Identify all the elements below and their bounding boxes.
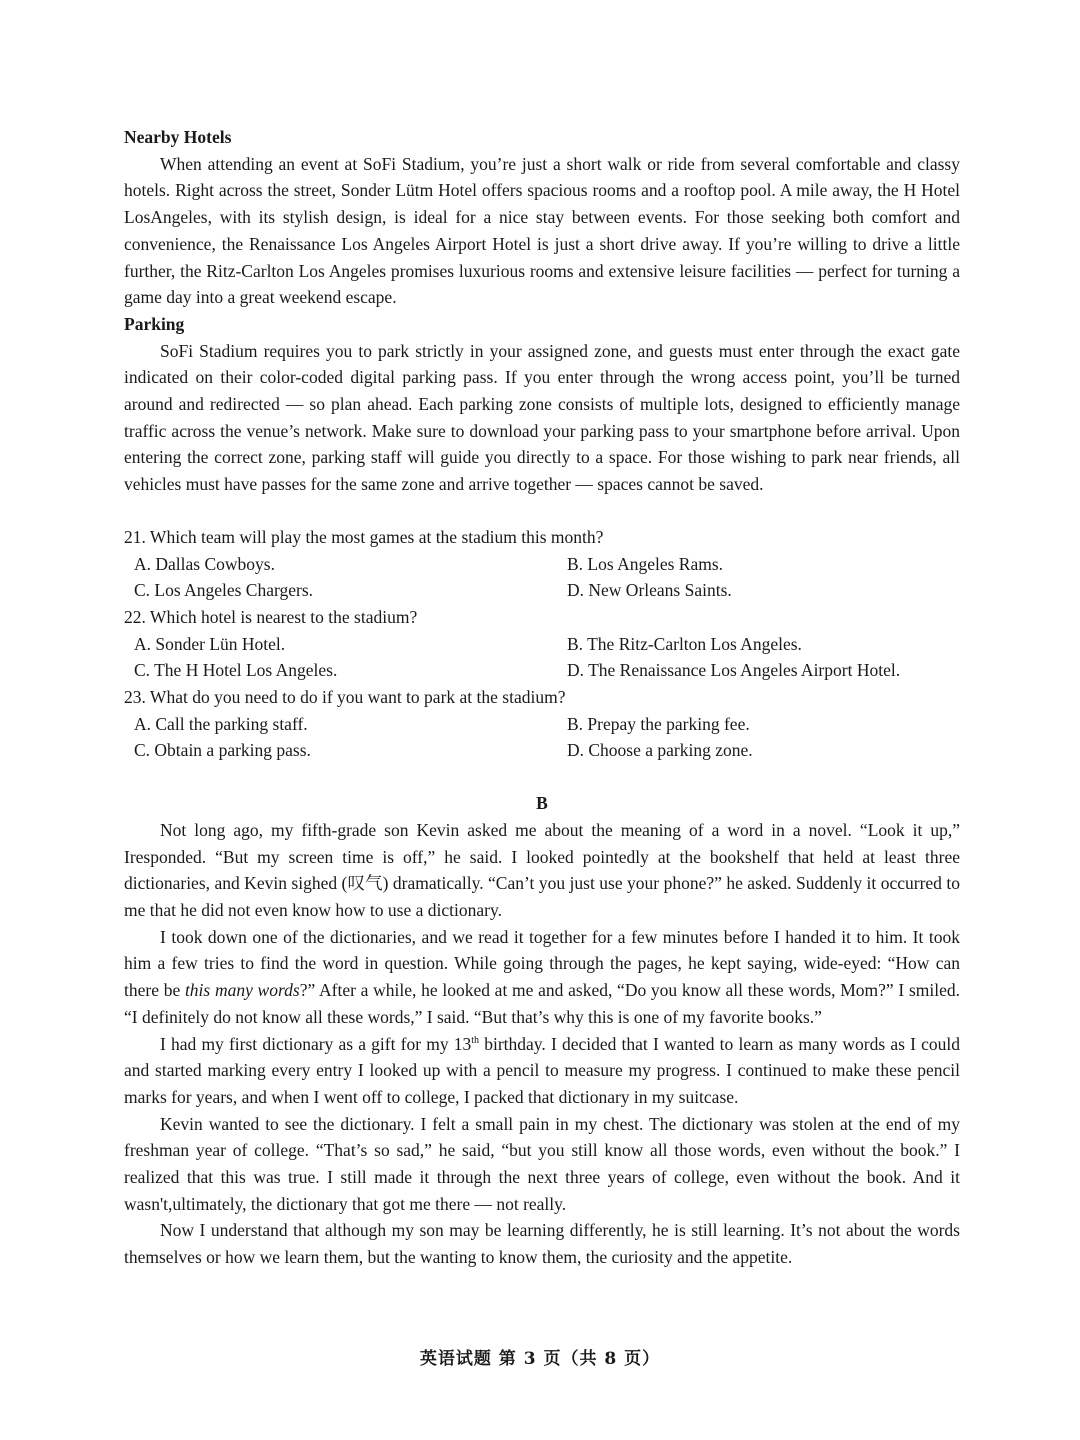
parking-paragraph: SoFi Stadium requires you to park strictly in your assigned zone, and guests must enter through the exact gate indicated on their color-coded digital parking pass. If you enter through the wrong access point, you’ll be turned around and redirected — so plan ahead. Each parking zone consists of multiple lots, designed to efficiently manage traffic across the venue’s network. Make sure to download your parking pass to your smartphone before arrival. Upon entering the correct zone, parking staff will guide you directly to a space. For those wishing to park near friends, all vehicles must have passes for the same zone and arrive together — spaces cannot be saved. xyxy=(124,340,960,495)
option-d: D. New Orleans Saints. xyxy=(567,580,732,601)
hotels-heading: Nearby Hotels xyxy=(124,127,232,147)
passage-b-paragraph-4: Kevin wanted to see the dictionary. I felt a small pain in my chest. The dictionary was stolen at the end of my freshman year of college. “That’s so sad,” he said, “but you still know all those words, even without the book.” I realized that this was true. I still made it through the next three years of college, even without the book. And it wasn't,ultimately, the dictionary that got me there — not really. xyxy=(124,1113,960,1214)
section-b-label: B xyxy=(536,793,548,814)
option-a: A. Sonder Lün Hotel. xyxy=(134,633,286,654)
paragraph-text: I had my first dictionary as a gift for my 13 xyxy=(160,1033,472,1054)
hotels-paragraph: When attending an event at SoFi Stadium, you’re just a short walk or ride from several comfortable and classy hotels. Right across the street, Sonder Lütm Hotel offers spacious rooms and a rooftop pool. A mile away, the H Hotel LosAngeles, with its stylish design, is ideal for a nice stay between events. For those seeking both comfort and convenience, the Renaissance Los Angeles Airport Hotel is just a short drive away. If you’re willing to drive a little further, the Ritz-Carlton Los Angeles promises luxurious rooms and extensive leisure facilities — perfect for turning a game day into a great weekend escape. xyxy=(124,153,960,308)
option-a: A. Dallas Cowboys. xyxy=(134,553,275,574)
option-b: B. Prepay the parking fee. xyxy=(567,713,750,734)
option-c: C. Los Angeles Chargers. xyxy=(134,580,314,601)
spacer xyxy=(124,498,960,524)
option-a: A. Call the parking staff. xyxy=(134,713,308,734)
page-content xyxy=(124,124,960,1271)
option-b: B. Los Angeles Rams. xyxy=(567,553,724,574)
parking-heading: Parking xyxy=(124,313,185,334)
passage-b-paragraph-2 xyxy=(124,924,960,1031)
spacer xyxy=(124,764,960,790)
page-footer: 英语试题 第 3 页（共 8 页） xyxy=(419,1349,661,1369)
answer-options xyxy=(124,631,960,684)
passage-b-paragraph-3 xyxy=(124,1031,960,1111)
question-stem: 21. Which team will play the most games at the stadium this month? xyxy=(124,526,604,547)
paragraph-text: birthday. I decided that I wanted to learn as many words as I could and started marking every entry I looked up with a pencil to measure my progress. I continued to make these pencil marks for years, and when I went off to college, I packed that dictionary in my suitcase. xyxy=(124,1033,960,1107)
passage-b-paragraph-1: Not long ago, my fifth-grade son Kevin asked me about the meaning of a word in a novel. “Look it up,” Iresponded. “But my screen time is off,” he said. I looked pointedly at the bookshelf that held at least three dictionaries, and Kevin sighed (叹气) dramatically. “Can’t you just use your phone?” he asked. Suddenly it occurred to me that he did not even know how to use a dictionary. xyxy=(124,819,960,920)
option-c: C. Obtain a parking pass. xyxy=(134,740,311,761)
emphasized-text: this many words xyxy=(184,980,300,1001)
question-stem: 23. What do you need to do if you want to park at the stadium? xyxy=(124,687,566,708)
ordinal-suffix: th xyxy=(471,1034,480,1046)
answer-options xyxy=(124,551,960,604)
passage-b-paragraph-5: Now I understand that although my son may be learning differently, he is still learning. It’s not about the words themselves or how we learn them, but the wanting to know them, the curiosity and the appetite. xyxy=(124,1220,960,1268)
question-21 xyxy=(124,524,960,604)
option-d: D. Choose a parking zone. xyxy=(567,740,753,761)
paragraph-text: ?” After a while, he looked at me and asked, “Do you know all these words, Mom?” I smiled. “I definitely do not know all these words,” I said. “But that’s why this is one of my favorite books.” xyxy=(124,980,961,1027)
question-22 xyxy=(124,604,960,684)
question-stem: 22. Which hotel is nearest to the stadium? xyxy=(124,606,418,627)
answer-options xyxy=(124,711,960,764)
option-c: C. The H Hotel Los Angeles. xyxy=(134,660,338,681)
paragraph-text: I took down one of the dictionaries, and we read it together for a few minutes before I handed it to him. It took him a few tries to find the word in question. While going through the pages, he kept saying, wide-eyed: “How can there be xyxy=(124,926,960,1001)
option-d: D. The Renaissance Los Angeles Airport Hotel. xyxy=(567,660,901,681)
question-23 xyxy=(124,684,960,764)
option-b: B. The Ritz-Carlton Los Angeles. xyxy=(567,633,802,654)
